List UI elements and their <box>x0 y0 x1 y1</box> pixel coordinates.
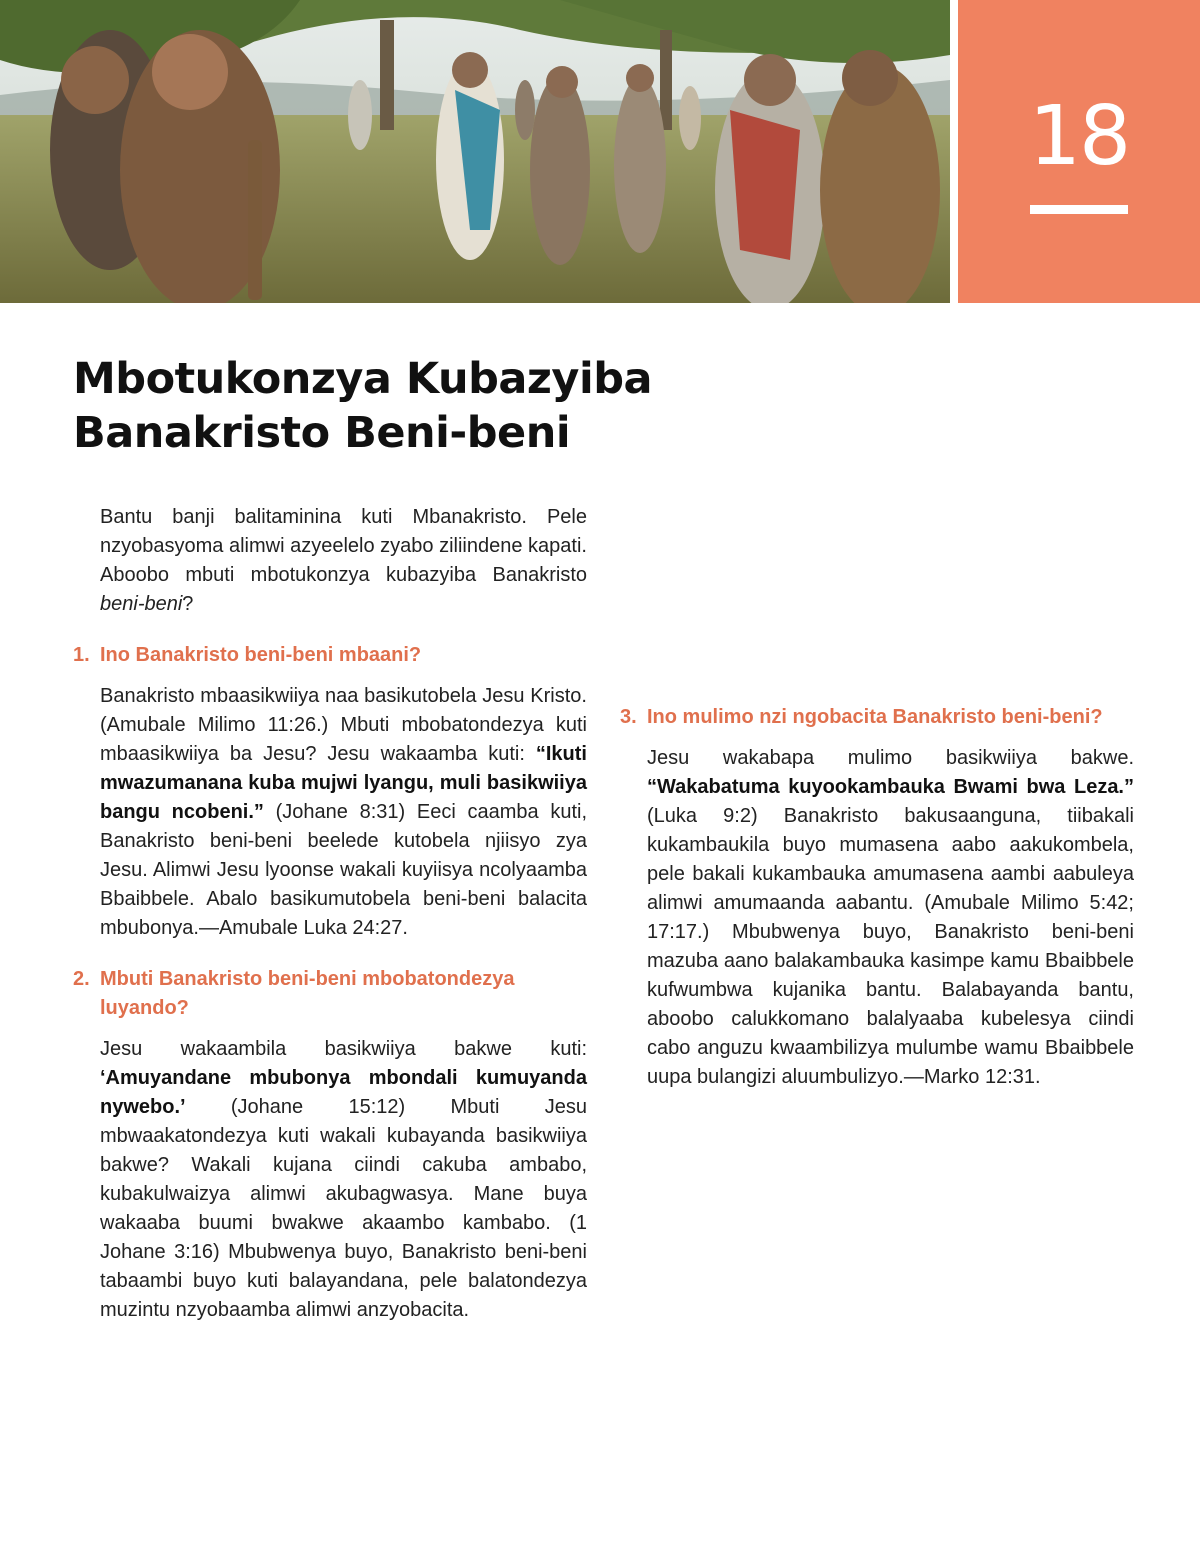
question-2-text: Mbuti Banakristo beni-beni mbobatondezya luyando? <box>100 968 515 1019</box>
answer-3-paragraph <box>620 744 1134 1092</box>
question-1-number: 1. <box>73 644 90 666</box>
answer-3-quote: “Wakabatuma kuyookambauka Bwami bwa Leza.” <box>647 776 1134 798</box>
answer-2-quote: ‘Amuyandane mbubonya mbondali kumuyanda nywebo.’ <box>100 1067 587 1118</box>
lesson-number-box <box>958 0 1200 303</box>
intro-text-end: ? <box>182 593 194 615</box>
title-line-2: Banakristo Beni-beni <box>73 408 571 458</box>
answer-1-paragraph <box>73 682 587 943</box>
intro-text: Bantu banji balitaminina kuti Mbanakristo. Pele nzyobasyoma alimwi azyeelelo zyabo ziliindene kapati. Aboobo mbuti mbotukonzya kubazyiba Banakristo <box>100 506 587 586</box>
lesson-number-rule <box>1030 205 1128 214</box>
intro-paragraph <box>73 503 587 619</box>
answer-2-text-a: Jesu wakaambila basikwiiya bakwe kuti: <box>100 1038 587 1060</box>
answer-2-paragraph <box>73 1035 587 1325</box>
question-3-text: Ino mulimo nzi ngobacita Banakristo beni-beni? <box>647 706 1103 728</box>
question-1-text: Ino Banakristo beni-beni mbaani? <box>100 644 422 666</box>
question-2-number: 2. <box>73 968 90 990</box>
answer-1-text-b: (Johane 8:31) Eeci caamba kuti, Banakristo beni-beni beelede kutobela njiisyo zya Jesu. Alimwi Jesu lyoonse wakali kuyiisya ncolyaamba Bbaibbele. Abalo basikumutobela beni-beni balacita mbubonya.—Amubale Luka 24:27. <box>100 801 587 939</box>
lesson-number: 18 <box>1028 89 1130 184</box>
answer-3-text-a: Jesu wakabapa mulimo basikwiiya bakwe. <box>647 747 1134 769</box>
left-column <box>73 503 587 1325</box>
title-line-1: Mbotukonzya Kubazyiba <box>73 354 652 404</box>
hero-image <box>0 0 950 303</box>
question-1 <box>73 641 587 670</box>
page-title <box>73 352 873 460</box>
question-3-number: 3. <box>620 706 637 728</box>
answer-1-quote: “Ikuti mwazumanana kuba mujwi lyangu, muli basikwiiya bangu ncobeni.” <box>100 743 587 823</box>
right-column <box>620 503 1134 1092</box>
hero-illustration <box>0 0 950 303</box>
answer-3-text-b: (Luka 9:2) Banakristo bakusaanguna, tiibakali kukambaukila buyo mumasena aabo aakukombela, pele bakali kukambauka amumasena aambi aabuleya alimwi amumaanda aabantu. (Amubale Milimo 5:42; 17:17.) Mbubwenya buyo, Banakristo beni-beni mazuba aano balakambauka kasimpe kamu Bbaibbele kufwumbwa kujanika bantu. Balabayanda bantu, aboobo calukkomano balalyaaba kubelesya ciindi cabo anguzu kwaambilizya mulumbe wamu Bbaibbele uupa bulangizi aluumbulizyo.—Marko 12:31. <box>647 805 1134 1088</box>
answer-2-text-b: (Johane 15:12) Mbuti Jesu mbwaakatondezya kuti wakali kubayanda basikwiiya bakwe? Wakali kujana ciindi cakuba ambabo, kubakulwaizya alimwi akubagwasya. Mane buya wakaaba buumi bwakwe akaambo kambabo. (1 Johane 3:16) Mbubwenya buyo, Banakristo beni-beni tabaambi buyo kuti balayandana, pele balatondezya muzintu nzyobaamba alimwi anzyobacita. <box>100 1096 587 1321</box>
question-3 <box>620 703 1134 732</box>
answer-1-text-a: Banakristo mbaasikwiiya naa basikutobela Jesu Kristo. (Amubale Milimo 11:26.) Mbuti mbobatondezya kuti mbaasikwiiya ba Jesu? Jesu wakaamba kuti: <box>100 685 587 765</box>
intro-emphasis: beni-beni <box>100 593 183 615</box>
question-2 <box>73 965 587 1023</box>
